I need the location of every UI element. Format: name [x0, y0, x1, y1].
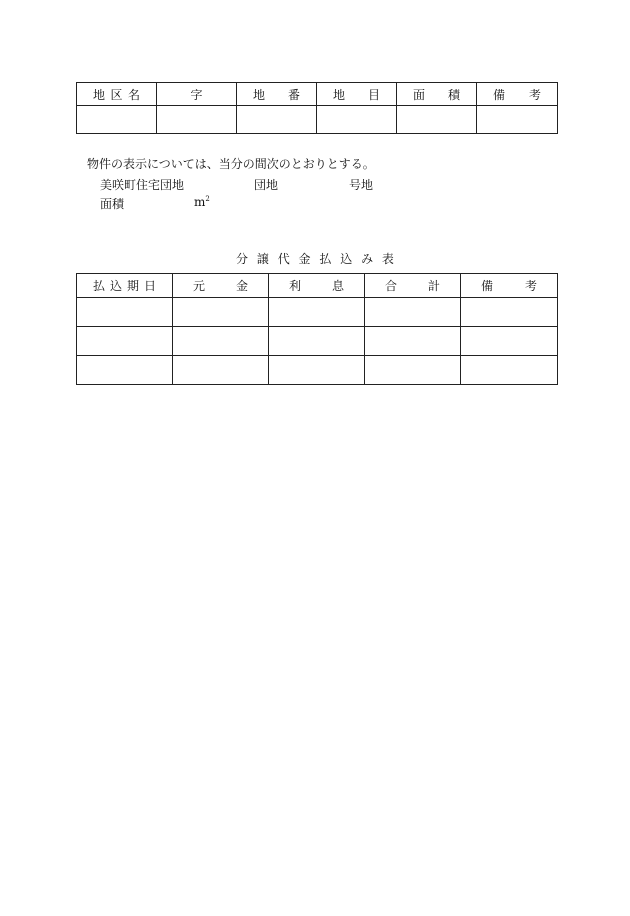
header-district: 地 区 名 — [77, 83, 157, 106]
description-paragraph: 物件の表示については、当分の間次のとおりとする。 — [87, 157, 375, 171]
area-label: 面積 — [100, 197, 125, 211]
cell-interest[interactable] — [269, 298, 365, 327]
cell-lot-number[interactable] — [237, 106, 317, 134]
cell-area[interactable] — [397, 106, 477, 134]
cell-principal[interactable] — [173, 327, 269, 356]
payment-table — [76, 273, 558, 385]
cell-payment-date[interactable] — [77, 298, 173, 327]
cell-principal[interactable] — [173, 356, 269, 385]
payment-table-title: 分 譲 代 金 払 込 み 表 — [236, 252, 394, 266]
header-area: 面 積 — [397, 83, 477, 106]
area-unit: $m^2$ — [194, 195, 210, 209]
cell-total[interactable] — [365, 327, 461, 356]
table-row — [77, 356, 558, 385]
header-total: 合 計 — [365, 274, 461, 298]
address-prefix: 美咲町住宅団地 — [100, 178, 185, 192]
cell-aza[interactable] — [157, 106, 237, 134]
cell-total[interactable] — [365, 356, 461, 385]
cell-payment-date[interactable] — [77, 327, 173, 356]
header-principal: 元 金 — [173, 274, 269, 298]
table-row — [77, 327, 558, 356]
payment-table-header-row — [77, 274, 558, 298]
cell-land-category[interactable] — [317, 106, 397, 134]
header-remarks: 備 考 — [477, 83, 558, 106]
cell-payment-remarks[interactable] — [461, 298, 558, 327]
lot-label: 号地 — [349, 178, 374, 192]
property-table-header-row — [77, 83, 558, 106]
header-aza: 字 — [157, 83, 237, 106]
header-payment-remarks: 備 考 — [461, 274, 558, 298]
cell-district[interactable] — [77, 106, 157, 134]
cell-total[interactable] — [365, 298, 461, 327]
table-row — [77, 298, 558, 327]
cell-payment-remarks[interactable] — [461, 327, 558, 356]
cell-interest[interactable] — [269, 356, 365, 385]
header-payment-date: 払 込 期 日 — [77, 274, 173, 298]
header-land-category: 地 目 — [317, 83, 397, 106]
header-lot-number: 地 番 — [237, 83, 317, 106]
table-row — [77, 106, 558, 134]
header-interest: 利 息 — [269, 274, 365, 298]
cell-payment-remarks[interactable] — [461, 356, 558, 385]
cell-interest[interactable] — [269, 327, 365, 356]
cell-principal[interactable] — [173, 298, 269, 327]
cell-remarks[interactable] — [477, 106, 558, 134]
property-table — [76, 82, 558, 134]
cell-payment-date[interactable] — [77, 356, 173, 385]
block-label: 団地 — [254, 178, 279, 192]
